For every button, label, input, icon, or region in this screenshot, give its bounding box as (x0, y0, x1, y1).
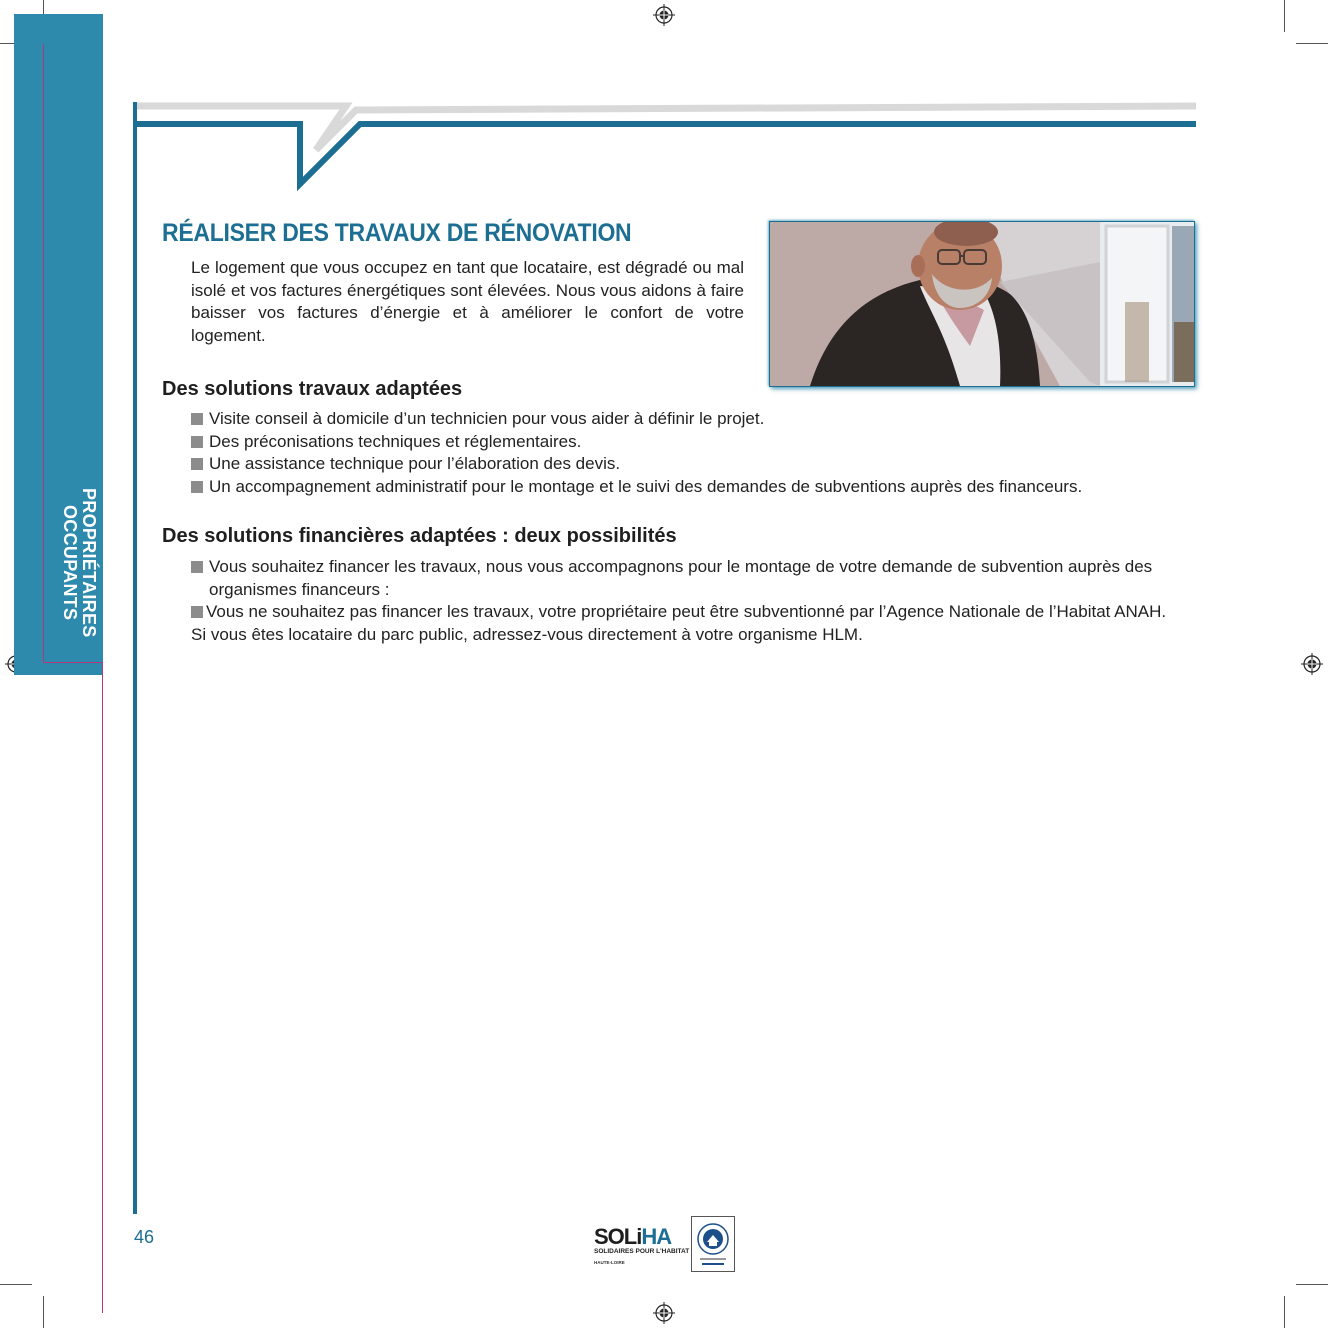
crop-mark (0, 1284, 32, 1285)
soliha-region: HAUTE-LOIRE (594, 1260, 625, 1265)
square-bullet-icon (191, 458, 203, 470)
list-item-text: Vous ne souhaitez pas financer les travaux, votre propriétaire peut être subventionné par l’Agence Nationale de l’Habitat ANAH. (206, 602, 1167, 622)
list-item (191, 453, 1082, 476)
crop-mark (1284, 0, 1285, 32)
list-item-text: Un accompagnement administratif pour le montage et le suivi des demandes de subventions auprès des financeurs. (209, 477, 1083, 497)
intro-paragraph: Le logement que vous occupez en tant que locataire, est dégradé ou mal isolé et vos factures énergétiques sont élevées. Nous vous aidons à faire baisser vos factures d’énergie et à améliorer le confort de votre logement. (191, 258, 744, 345)
financieres-list (191, 556, 1196, 647)
side-tab-label (48, 488, 98, 638)
travaux-list (191, 408, 1082, 499)
list-item (191, 476, 1082, 499)
square-bullet-icon (191, 606, 203, 618)
side-tab-line1: PROPRIÉTAIRES (79, 488, 99, 638)
section-heading-financieres: Des solutions financières adaptées : deux possibilités (162, 525, 677, 547)
registration-mark-icon (1301, 653, 1323, 675)
soliha-logo (594, 1224, 690, 1266)
crop-mark (1296, 1284, 1328, 1285)
list-item-text: Vous souhaitez financer les travaux, nous vous accompagnons pour le montage de votre demande de subvention auprès des (209, 557, 1153, 576)
square-bullet-icon (191, 481, 203, 493)
list-item-continuation: organismes financeurs : (209, 579, 390, 599)
list-item-text: Une assistance technique pour l’élaboration des devis. (209, 454, 621, 474)
side-tab-line2: OCCUPANTS (60, 505, 80, 621)
soliha-wordmark: SOLiHA (594, 1224, 672, 1249)
trim-line (43, 662, 103, 663)
portrait-photo (769, 221, 1195, 387)
list-item (191, 431, 1082, 454)
list-item (191, 556, 1196, 579)
page-title: RÉALISER DES TRAVAUX DE RÉNOVATION (162, 219, 632, 247)
trim-line (43, 44, 44, 662)
registration-mark-icon (653, 4, 675, 26)
list-item (191, 601, 1196, 624)
page-number: 46 (134, 1227, 155, 1247)
square-bullet-icon (191, 413, 203, 425)
note-text: Si vous êtes locataire du parc public, adressez-vous directement à votre organisme HLM. (191, 625, 863, 645)
registration-mark-icon (653, 1302, 675, 1324)
crop-mark (1284, 1296, 1285, 1328)
list-item (191, 408, 1082, 431)
certification-label-logo (691, 1216, 735, 1272)
square-bullet-icon (191, 561, 203, 573)
soliha-tagline: SOLIDAIRES POUR L'HABITAT (594, 1248, 690, 1255)
section-heading-travaux: Des solutions travaux adaptées (162, 378, 463, 400)
list-item-text: Visite conseil à domicile d’un technicien pour vous aider à définir le projet. (209, 409, 765, 428)
crop-mark (43, 1296, 44, 1328)
list-item-text: Des préconisations techniques et réglementaires. (209, 431, 582, 451)
trim-line (102, 662, 103, 1313)
crop-mark (1296, 43, 1328, 44)
square-bullet-icon (191, 436, 203, 448)
